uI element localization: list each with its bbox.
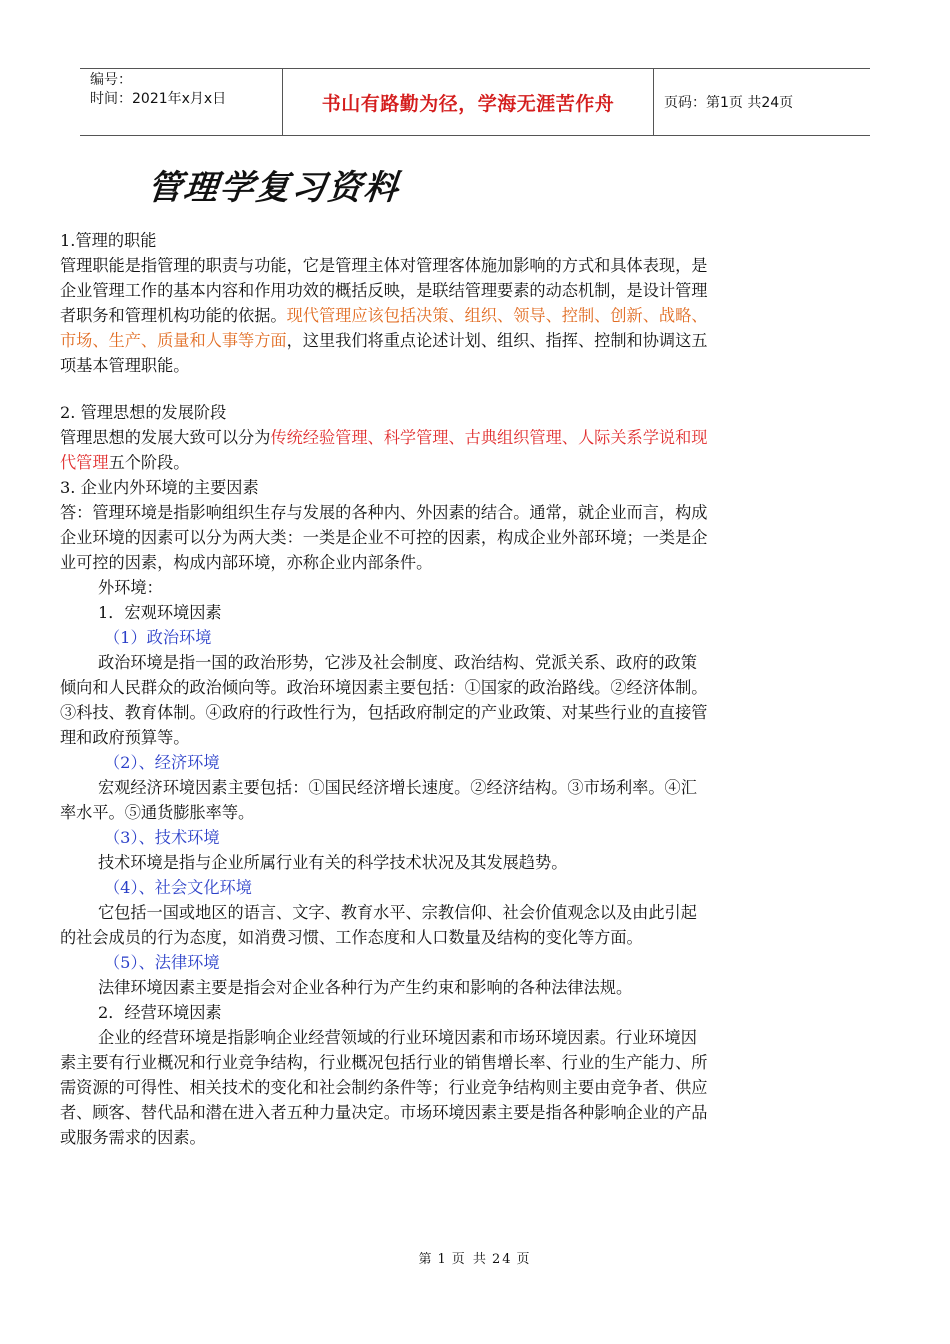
document-body <box>60 228 712 1150</box>
highlighted-text: 传统经验管理、科学管理、古典组织管理、人际关系学说和现代管理 <box>60 428 708 472</box>
text-run: 五个阶段。 <box>108 453 190 472</box>
section-heading-management-thought: 2. 管理思想的发展阶段 <box>60 403 227 422</box>
legal-paragraph: 法律环境因素主要是指会对企业各种行为产生约束和影响的各种法律法规。 <box>98 978 633 997</box>
header-page-info: 页码：第1页 共24页 <box>664 95 794 111</box>
page-header <box>80 68 870 136</box>
macro-environment-heading: 1．宏观环境因素 <box>98 603 222 622</box>
header-motto: 书山有路勤为径，学海无涯苦作舟 <box>321 92 615 115</box>
social-culture-heading: （4）、社会文化环境 <box>104 878 252 897</box>
social-culture-paragraph: 它包括一国或地区的语言、文字、教育水平、宗教信仰、社会价值观念以及由此引起的社会成员的行为态度，如消费习惯、工作态度和人口数量及结构的变化等方面。 <box>60 903 697 947</box>
technology-heading: （3）、技术环境 <box>104 828 220 847</box>
document-time-label: 时间：2021年x月x日 <box>90 91 227 107</box>
legal-heading: （5）、法律环境 <box>104 953 220 972</box>
technology-paragraph: 技术环境是指与企业所属行业有关的科学技术状况及其发展趋势。 <box>98 853 568 872</box>
section-heading-environment: 3. 企业内外环境的主要因素 <box>60 478 259 497</box>
text-run: 管理职能是指管理的职责与功能，它是管理主体对管理客体施加影响的方式和具体表现，是企业管理工作的基本内容和作用功效的概括反映，是联结管理要素的动态机制，是设计管理者职务和管理机构功能的依据。 <box>60 256 708 325</box>
highlighted-text: 现代管理应该包括决策、组织、领导、控制、创新、战略、市场、生产、质量和人事等方面 <box>60 306 708 350</box>
spacer <box>60 378 712 400</box>
paragraph-environment-answer: 答：管理环境是指影响组织生存与发展的各种内、外因素的结合。通常，就企业而言，构成企业环境的因素可以分为两大类：一类是企业不可控的因素，构成企业外部环境；一类是企业可控的因素，构成内部环境，亦称企业内部条件。 <box>60 503 708 572</box>
page-title: 管理学复习资料 <box>145 168 402 208</box>
outer-environment-label: 外环境： <box>98 578 163 597</box>
paragraph-management-functions <box>60 253 712 378</box>
document-number-label: 编号： <box>90 72 132 88</box>
footer-suffix: 页 <box>516 1252 532 1267</box>
section-heading-management-functions: 1.管理的职能 <box>60 231 157 250</box>
header-motto-cell <box>282 69 654 135</box>
business-environment-paragraph: 企业的经营环境是指影响企业经营领域的行业环境因素和市场环境因素。行业环境因素主要有行业概况和行业竞争结构，行业概况包括行业的销售增长率、行业的生产能力、所需资源的可得性、相关技术的变化和社会制约条件等；行业竞争结构则主要由竞争者、供应者、顾客、替代品和潜在进入者五种力量决定。市场环境因素主要是指各种影响企业的产品或服务需求的因素。 <box>60 1028 708 1147</box>
economic-paragraph: 宏观经济环境因素主要包括：①国民经济增长速度。②经济结构。③市场利率。④汇率水平。⑤通货膨胀率等。 <box>60 778 697 822</box>
header-page-info-cell <box>654 69 870 135</box>
economic-heading: （2）、经济环境 <box>104 753 220 772</box>
paragraph-management-thought <box>60 425 712 475</box>
footer-total-pages: 24 <box>491 1252 513 1267</box>
text-run: 管理思想的发展大致可以分为 <box>60 428 271 447</box>
footer-page-number: 1 <box>437 1252 448 1267</box>
header-left-cell <box>80 69 282 135</box>
footer-middle: 页 共 <box>451 1252 488 1267</box>
page-footer <box>0 1248 950 1267</box>
text-run: ，这里我们将重点论述计划、组织、指挥、控制和协调这五项基本管理职能。 <box>60 331 708 375</box>
footer-prefix: 第 <box>418 1252 434 1267</box>
political-paragraph: 政治环境是指一国的政治形势，它涉及社会制度、政治结构、党派关系、政府的政策倾向和人民群众的政治倾向等。政治环境因素主要包括：①国家的政治路线。②经济体制。③科技、教育体制。④政府的行政性行为，包括政府制定的产业政策、对某些行业的直接管理和政府预算等。 <box>60 653 708 747</box>
business-environment-heading: 2．经营环境因素 <box>98 1003 222 1022</box>
political-heading: （1）政治环境 <box>104 628 212 647</box>
